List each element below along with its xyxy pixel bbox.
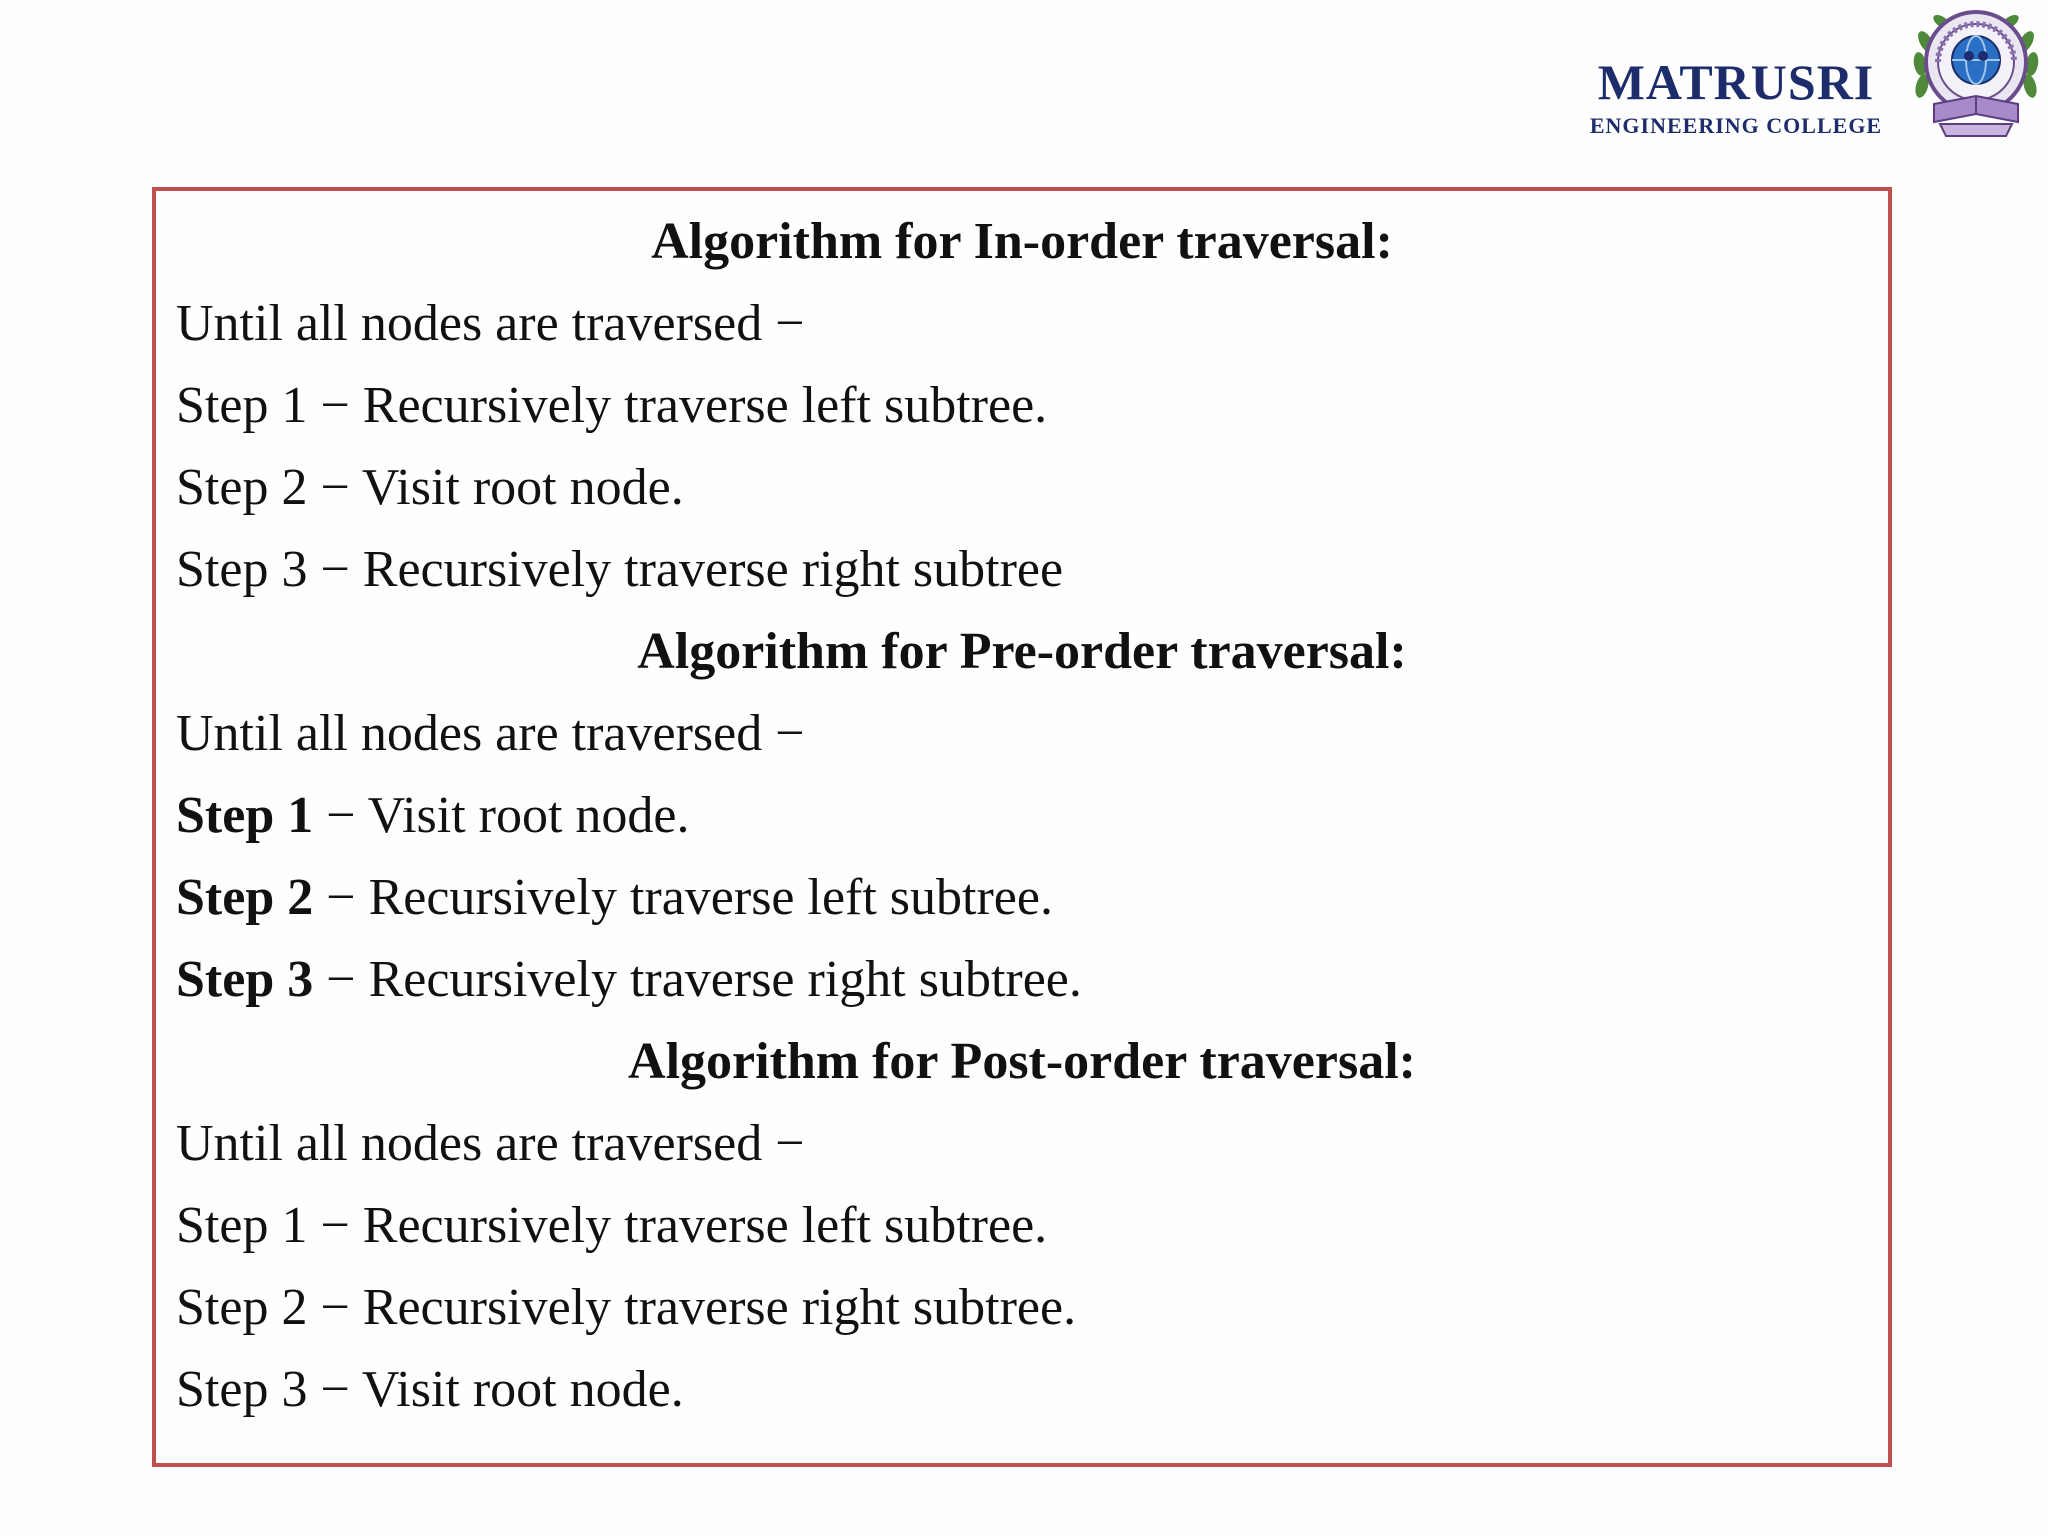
step-text: − Recursively traverse right subtree.: [313, 951, 1082, 1008]
step-text: − Recursively traverse right subtree.: [307, 1279, 1077, 1336]
step-label: Step 2: [176, 869, 314, 926]
postorder-intro: Until all nodes are traversed −: [176, 1115, 805, 1172]
step-label: Step 3: [176, 541, 308, 598]
algorithm-content-box: [152, 187, 1892, 1467]
step-label: Step 1: [176, 377, 308, 434]
step-label: Step 2: [176, 1279, 308, 1336]
inorder-intro: Until all nodes are traversed −: [176, 295, 805, 352]
inorder-step-3: [176, 529, 1888, 611]
preorder-heading: Algorithm for Pre-order traversal:: [637, 623, 1407, 680]
step-label: Step 1: [176, 787, 314, 844]
postorder-step-3: [176, 1349, 1888, 1431]
step-text: − Recursively traverse left subtree.: [307, 377, 1048, 434]
college-brand: [1574, 52, 1898, 140]
step-text: − Visit root node.: [313, 787, 690, 844]
step-text: − Recursively traverse right subtree: [307, 541, 1064, 598]
postorder-step-2: [176, 1267, 1888, 1349]
step-label: Step 1: [176, 1197, 308, 1254]
step-label: Step 3: [176, 1361, 308, 1418]
step-text: − Recursively traverse left subtree.: [313, 869, 1053, 926]
preorder-step-2: [176, 857, 1888, 939]
college-seal-icon: [1912, 4, 2040, 140]
step-text: − Visit root node.: [307, 1361, 684, 1418]
step-text: − Recursively traverse left subtree.: [307, 1197, 1048, 1254]
preorder-step-3: [176, 939, 1888, 1021]
postorder-heading: Algorithm for Post-order traversal:: [628, 1033, 1416, 1090]
brand-name: MATRUSRI: [1597, 54, 1875, 110]
step-label: Step 2: [176, 459, 308, 516]
inorder-step-2: [176, 447, 1888, 529]
step-text: − Visit root node.: [307, 459, 684, 516]
postorder-step-1: [176, 1185, 1888, 1267]
step-label: Step 3: [176, 951, 314, 1008]
preorder-step-1: [176, 775, 1888, 857]
inorder-step-1: [176, 365, 1888, 447]
preorder-intro: Until all nodes are traversed −: [176, 705, 805, 762]
inorder-heading: Algorithm for In-order traversal:: [651, 213, 1393, 270]
brand-subtitle: ENGINEERING COLLEGE: [1589, 113, 1883, 138]
